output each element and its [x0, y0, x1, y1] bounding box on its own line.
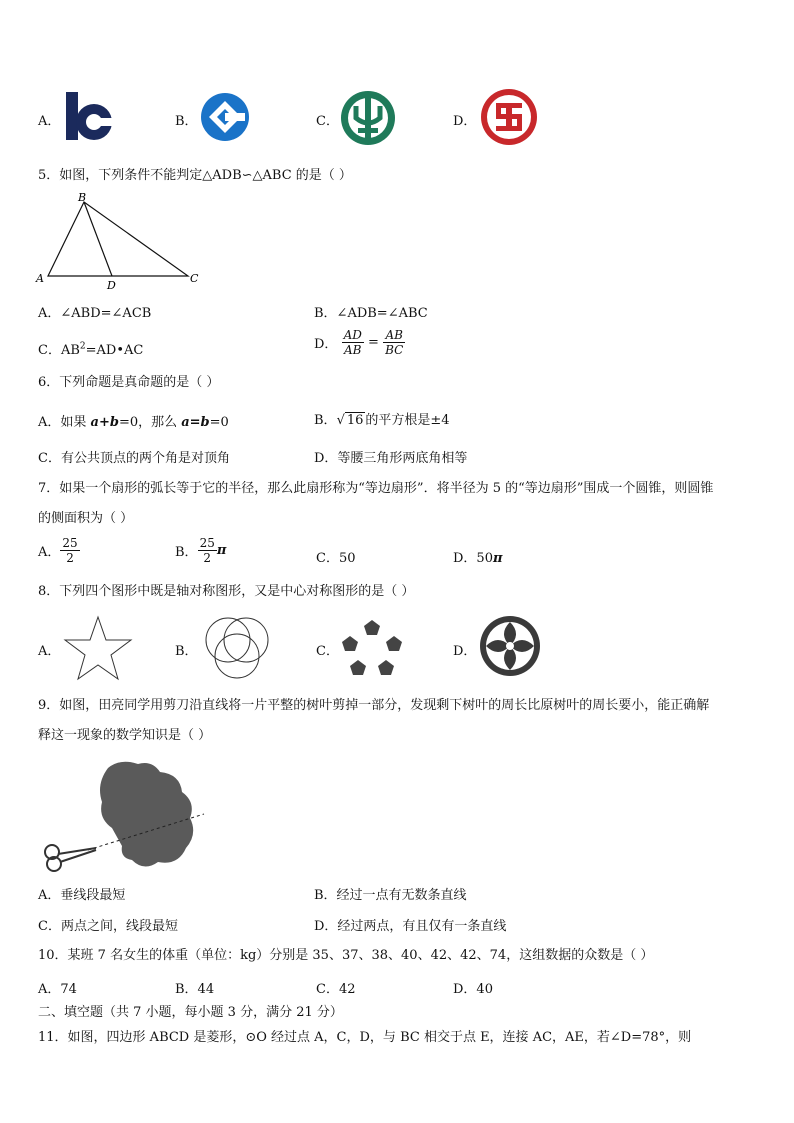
- q5-option-c: C．$AB^2=AD•AC$: [38, 341, 144, 358]
- q9-option-c: C．两点之间，线段最短: [38, 919, 178, 934]
- q9-line1: 9．如图，田亮同学用剪刀沿直线将一片平整的树叶剪掉一部分，发现剩下树叶的周长比原树叶的周长要小，能正确解: [38, 698, 710, 713]
- q7-line2: 的侧面积为（ ）: [38, 511, 134, 526]
- star-icon: [62, 614, 134, 682]
- q8-stem: 8．下列四个图形中既是轴对称图形，又是中心对称图形的是（ ）: [38, 584, 415, 599]
- q6-stem: 6．下列命题是真命题的是（ ）: [38, 375, 220, 390]
- q10-option-a: A．74: [38, 982, 77, 997]
- bank-logo-d-icon: [478, 86, 540, 148]
- vertex-d-label: D: [107, 279, 116, 290]
- q9-option-a: A．垂线段最短: [38, 888, 126, 903]
- vertex-a-label: A: [36, 272, 44, 285]
- q8-option-c: C．: [316, 644, 339, 659]
- q8-option-d: D．: [453, 644, 477, 659]
- q7-option-c: C．50: [316, 551, 356, 566]
- q10-stem: 10．某班 7 名女生的体重（单位：kg）分别是 35、37、38、40、42、42、74，这组数据的众数是（ ）: [38, 948, 654, 963]
- q10-option-b: B．44: [175, 982, 215, 997]
- q6-option-c: C．有公共顶点的两个角是对顶角: [38, 451, 230, 466]
- bank-logo-b-icon: [198, 90, 252, 144]
- q9-option-d: D．经过两点，有且仅有一条直线: [314, 919, 507, 934]
- q8-option-a: A．: [38, 644, 61, 659]
- q9-option-b: B．经过一点有无数条直线: [314, 888, 467, 903]
- q5-option-a: A．∠ABD=∠ACB: [38, 306, 152, 321]
- section-heading: 二、填空题（共 7 小题，每小题 3 分，满分 21 分）: [38, 1005, 343, 1020]
- q10-option-c: C．42: [316, 982, 356, 997]
- q4-option-c-label: C．: [316, 114, 339, 129]
- q5-option-b: B．∠ADB=∠ABC: [314, 306, 428, 321]
- q7-option-d: D．50π: [453, 551, 503, 566]
- q6-option-d: D．等腰三角形两底角相等: [314, 451, 468, 466]
- q9-line2: 释这一现象的数学知识是（ ）: [38, 728, 212, 743]
- q7-line1: 7．如果一个扇形的弧长等于它的半径，那么此扇形称为“等边扇形”．将半径为 5 的“等边扇形”围成一个圆锥，则圆锥: [38, 481, 714, 496]
- q5-option-d: D． $\frac{AD}{AB}$ = $\frac{AB}{BC}$: [314, 328, 404, 357]
- q4-option-a-label: A．: [38, 114, 61, 129]
- pentagons-icon: [340, 618, 404, 680]
- q4-option-d-label: D．: [453, 114, 477, 129]
- vertex-c-label: C: [190, 272, 199, 285]
- q7-option-a: A． $\frac{25}{2}$: [38, 536, 78, 565]
- triangle-diagram: [34, 190, 214, 290]
- bank-logo-c-icon: [338, 88, 398, 148]
- three-circles-icon: [200, 614, 274, 682]
- petal-circle-icon: [478, 614, 542, 678]
- bank-logo-a-icon: [62, 88, 120, 146]
- q6-option-a: A．如果 a+b=0，那么 a=b=0: [38, 415, 229, 430]
- leaf-scissors-image: [40, 758, 210, 873]
- q6-option-b: B．√ 16 的平方根是±4: [314, 413, 450, 428]
- q5-stem: 5．如图，下列条件不能判定△ADB∽△ABC 的是（ ）: [38, 168, 352, 183]
- q7-option-b: B． $\frac{25}{2}$ π: [175, 536, 227, 565]
- q4-option-b-label: B．: [175, 114, 198, 129]
- q8-option-b: B．: [175, 644, 198, 659]
- q10-option-d: D．40: [453, 982, 493, 997]
- q11-stem: 11．如图，四边形 ABCD 是菱形，⊙O 经过点 A，C，D，与 BC 相交于点 E，连接 AC，AE，若∠D=78°，则: [38, 1030, 692, 1045]
- vertex-b-label: B: [78, 191, 87, 204]
